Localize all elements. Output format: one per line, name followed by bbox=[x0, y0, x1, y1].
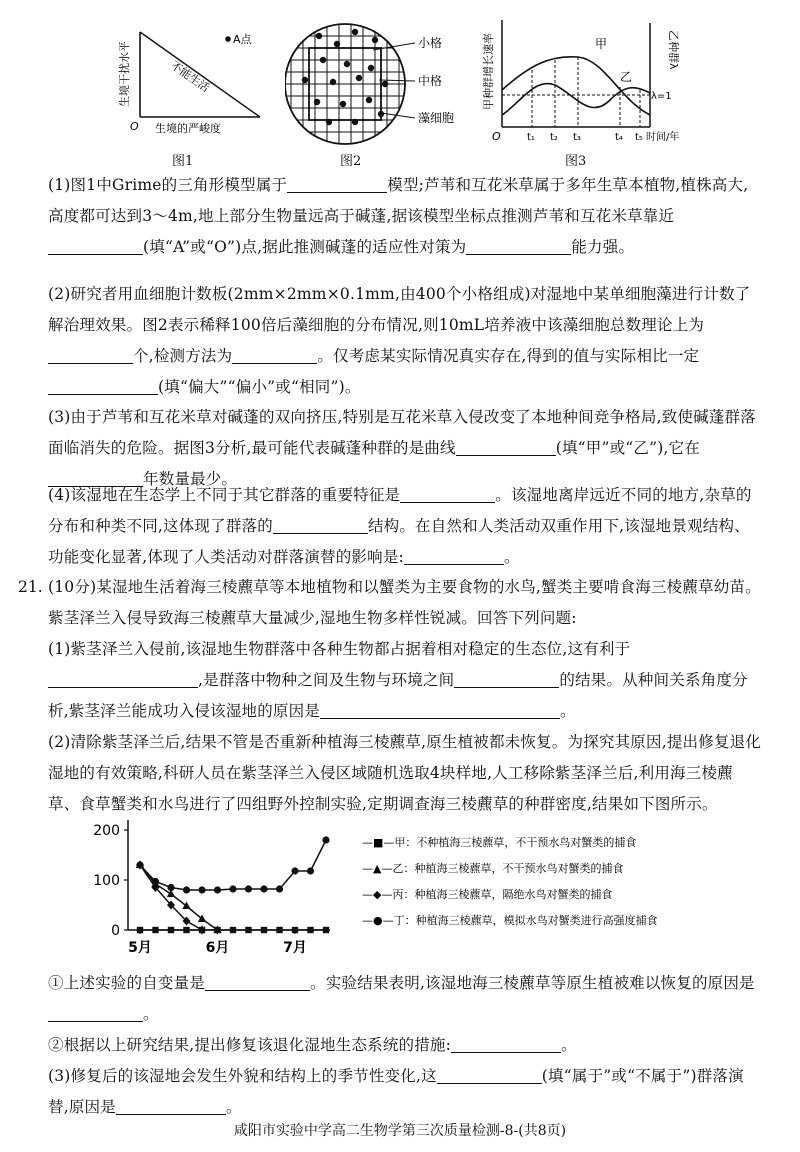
data-point-丁 bbox=[260, 885, 267, 892]
tick-t3: t₃ bbox=[573, 132, 581, 143]
blank-bias[interactable] bbox=[48, 376, 158, 395]
fig3-origin: O bbox=[492, 130, 501, 143]
data-point-丁 bbox=[307, 867, 314, 874]
crab-experiment-chart bbox=[70, 810, 770, 965]
y-tick-label: 0 bbox=[111, 923, 120, 939]
data-point-丁 bbox=[198, 886, 205, 893]
data-point-丁 bbox=[167, 884, 174, 891]
figure-3 bbox=[480, 15, 685, 147]
data-point-乙 bbox=[182, 902, 190, 910]
algae-cell-dot bbox=[330, 79, 336, 85]
data-point-丁 bbox=[322, 836, 329, 843]
algae-cell-dot bbox=[302, 77, 308, 83]
lambda-label: λ=1 bbox=[651, 91, 672, 102]
data-point-丁 bbox=[276, 885, 283, 892]
data-point-甲 bbox=[261, 927, 267, 933]
figure-2 bbox=[285, 18, 475, 148]
data-point-甲 bbox=[307, 927, 313, 933]
blank-strategy[interactable] bbox=[466, 236, 571, 255]
blank-structure[interactable] bbox=[273, 515, 368, 534]
legend-entry-甲: —■—甲：不种植海三棱藨草，不干预水鸟对蟹类的捕食 bbox=[362, 836, 637, 849]
data-point-甲 bbox=[323, 927, 329, 933]
x-tick-label: 7月 bbox=[283, 940, 307, 956]
algae-cell-dot bbox=[352, 119, 358, 125]
q20-part4: (4)该湿地在生态学上不同于其它群落的重要特征是 。该湿地离岸远近不同的地方,杂草的分布和种类不同,这体现了群落的 结构。在自然和人类活动双重作用下,该湿地景观结构、功能变化显著,体现了人类活动对群落演替的影响是: 。 bbox=[48, 486, 752, 566]
algae-cell-dot bbox=[368, 65, 374, 71]
blank-human-impact[interactable] bbox=[404, 546, 504, 565]
data-point-甲 bbox=[292, 927, 298, 933]
y-tick-label: 200 bbox=[93, 823, 120, 839]
tick-t1: t₁ bbox=[527, 132, 535, 143]
blank-succession[interactable] bbox=[437, 1065, 542, 1084]
q21-part1: (1)紫茎泽兰入侵前,该湿地生物群落中各种生物都占据着相对稳定的生态位,这有利于,是群落中物种之间及生物与环境之间 的结果。从种间关系角度分析,紫茎泽兰能成功入侵该湿地的原因是 。 bbox=[48, 640, 748, 720]
algae-cell-dot bbox=[378, 111, 384, 117]
data-point-甲 bbox=[137, 927, 143, 933]
y-tick-label: 100 bbox=[93, 873, 120, 889]
data-point-甲 bbox=[245, 927, 251, 933]
blank-niche-benefit[interactable] bbox=[48, 669, 198, 688]
data-point-丁 bbox=[214, 886, 221, 893]
q21-part3: (3)修复后的该湿地会发生外貌和结构上的季节性变化,这 (填“属于”或“不属于”)群落演替,原因是 。 bbox=[48, 1067, 744, 1116]
data-point-甲 bbox=[276, 927, 282, 933]
blank-curve[interactable] bbox=[456, 437, 556, 456]
algae-cell-label: 藻细胞 bbox=[418, 111, 455, 125]
curve-jia-label: 甲 bbox=[595, 37, 608, 51]
algae-cell-dot bbox=[326, 119, 332, 125]
blank-method[interactable] bbox=[232, 345, 317, 364]
blank-recovery-reason[interactable] bbox=[48, 1003, 143, 1022]
data-point-丁 bbox=[229, 885, 236, 892]
blank-succession-reason[interactable] bbox=[116, 1096, 226, 1115]
series-line-丁 bbox=[140, 840, 326, 890]
data-point-甲 bbox=[152, 927, 158, 933]
curve-yi bbox=[502, 83, 650, 115]
q20-part2: (2)研究者用血细胞计数板(2mm×2mm×0.1mm,由400个小格组成)对湿地中某单细胞藻进行计数了解治理效果。图2表示稀释100倍后藻细胞的分布情况,则10mL培养液中该藻细胞总数理论上为个,检测方法为 。仅考虑某实际情况真实存在,得到的值与实际相比一定(填“偏大”“偏小”或“相同”)。 bbox=[48, 285, 751, 396]
data-point-甲 bbox=[168, 927, 174, 933]
tick-t4: t₄ bbox=[615, 132, 623, 143]
algae-cell-dot bbox=[320, 57, 326, 63]
small-square-label: 小格 bbox=[418, 36, 443, 50]
q21-sub2: ②根据以上研究结果,提出修复该退化湿地生态系统的措施: 。 bbox=[48, 1036, 577, 1054]
algae-cell-dot bbox=[352, 29, 358, 35]
q21-part2: (2)清除紫茎泽兰后,结果不管是否重新种植海三棱藨草,原生植被都未恢复。为探究其原因,提出修复退化湿地的有效策略,科研人员在紫茎泽兰入侵区域随机选取4块样地,人工移除紫茎泽兰后,利用海三棱藨草、食草蟹类和水鸟进行了四组野外控制实验,定期调查海三棱藨草的种群密度,结果如下图所示。 bbox=[48, 733, 762, 813]
blank-cell-count[interactable] bbox=[48, 345, 133, 364]
x-tick-label: 5月 bbox=[128, 940, 152, 956]
blank-point[interactable] bbox=[48, 236, 143, 255]
figure-1 bbox=[110, 22, 280, 147]
data-point-丁 bbox=[245, 885, 252, 892]
algae-cell-dot bbox=[314, 99, 320, 105]
data-point-丁 bbox=[152, 878, 159, 885]
fig1-y-label: 生境干扰水平 bbox=[118, 41, 131, 107]
q21-sub1: ①上述实验的自变量是 。实验结果表明,该湿地海三棱藨草等原生植被难以恢复的原因是。 bbox=[48, 974, 755, 1023]
point-a-marker bbox=[225, 36, 231, 42]
blank-independent-variable[interactable] bbox=[205, 972, 310, 991]
fig1-origin: O bbox=[130, 120, 139, 133]
fig3-x-label: 时间/年 bbox=[646, 132, 680, 143]
q21-number: 21. bbox=[18, 578, 43, 596]
tick-t2: t₂ bbox=[550, 132, 558, 143]
q20-part1: (1)图1中Grime的三角形模型属于 模型;芦苇和互花米草属于多年生草本植物,植株高大,高度都可达到3～4m,地上部分生物量远高于碱蓬,据该模型坐标点推测芦苇和互花米草靠近(填“A”或“O”)点,据此推测碱蓬的适应性对策为 能力强。 bbox=[48, 176, 749, 256]
blank-feature[interactable] bbox=[400, 484, 495, 503]
algae-cell-dot bbox=[382, 81, 388, 87]
data-point-甲 bbox=[183, 927, 189, 933]
legend-entry-丙: —◆—丙：种植海三棱藨草，隔绝水鸟对蟹类的捕食 bbox=[362, 888, 613, 901]
curve-yi-label: 乙 bbox=[620, 70, 633, 84]
data-point-丁 bbox=[291, 867, 298, 874]
data-point-丁 bbox=[136, 861, 143, 868]
fig3-y-right-label: 乙种群λ bbox=[667, 30, 680, 70]
tick-t5: t₅ bbox=[635, 132, 643, 143]
fig3-y-left-label: 甲种群增长速率 bbox=[482, 33, 495, 110]
algae-cell-dot bbox=[316, 33, 322, 39]
fig3-caption: 图3 bbox=[565, 154, 587, 169]
series-line-乙 bbox=[140, 865, 218, 930]
page-footer: 咸阳市实验中学高二生物学第三次质量检测-8-(共8页) bbox=[233, 1123, 567, 1139]
fig2-caption: 图2 bbox=[340, 154, 362, 169]
algae-cell-dot bbox=[344, 61, 350, 67]
legend-entry-乙: —▲—乙：种植海三棱藨草，不干预水鸟对蟹类的捕食 bbox=[362, 862, 624, 875]
medium-square-label: 中格 bbox=[418, 74, 443, 88]
blank-invasion-reason[interactable] bbox=[320, 700, 560, 719]
algae-cell-dot bbox=[334, 41, 340, 47]
blank-model-type[interactable] bbox=[287, 174, 387, 193]
point-a-label: A点 bbox=[233, 33, 252, 46]
q20-part3: (3)由于芦苇和互花米草对碱蓬的双向挤压,特别是互花米草入侵改变了本地种间竞争格局,致使碱蓬群落面临消失的危险。据图3分析,最可能代表碱蓬种群的是曲线 (填“甲”或“乙”),它在年数量最少。 bbox=[48, 408, 756, 488]
x-tick-label: 6月 bbox=[205, 940, 230, 956]
curve-jia bbox=[502, 57, 650, 115]
blank-measures[interactable] bbox=[451, 1034, 561, 1053]
q21-intro: (10分)某湿地生活着海三棱藨草等本地植物和以蟹类为主要食物的水鸟,蟹类主要啃食海三棱藨草幼苗。紫茎泽兰入侵导致海三棱藨草大量减少,湿地生物多样性锐减。回答下列问题: bbox=[48, 578, 761, 627]
algae-cell-dot bbox=[356, 75, 362, 81]
algae-cell-dot bbox=[366, 97, 372, 103]
data-point-甲 bbox=[230, 927, 236, 933]
cannot-live-label: 不能生活 bbox=[168, 58, 212, 95]
legend-entry-丁: —●—丁：种植海三棱藨草，模拟水鸟对蟹类进行高强度捕食 bbox=[362, 914, 658, 927]
algae-cell-dot bbox=[372, 37, 378, 43]
fig1-x-label: 生境的严峻度 bbox=[155, 122, 221, 135]
fig1-caption: 图1 bbox=[172, 154, 194, 169]
blank-coevolution[interactable] bbox=[454, 669, 559, 688]
data-point-丁 bbox=[183, 886, 190, 893]
algae-cell-dot bbox=[340, 101, 346, 107]
